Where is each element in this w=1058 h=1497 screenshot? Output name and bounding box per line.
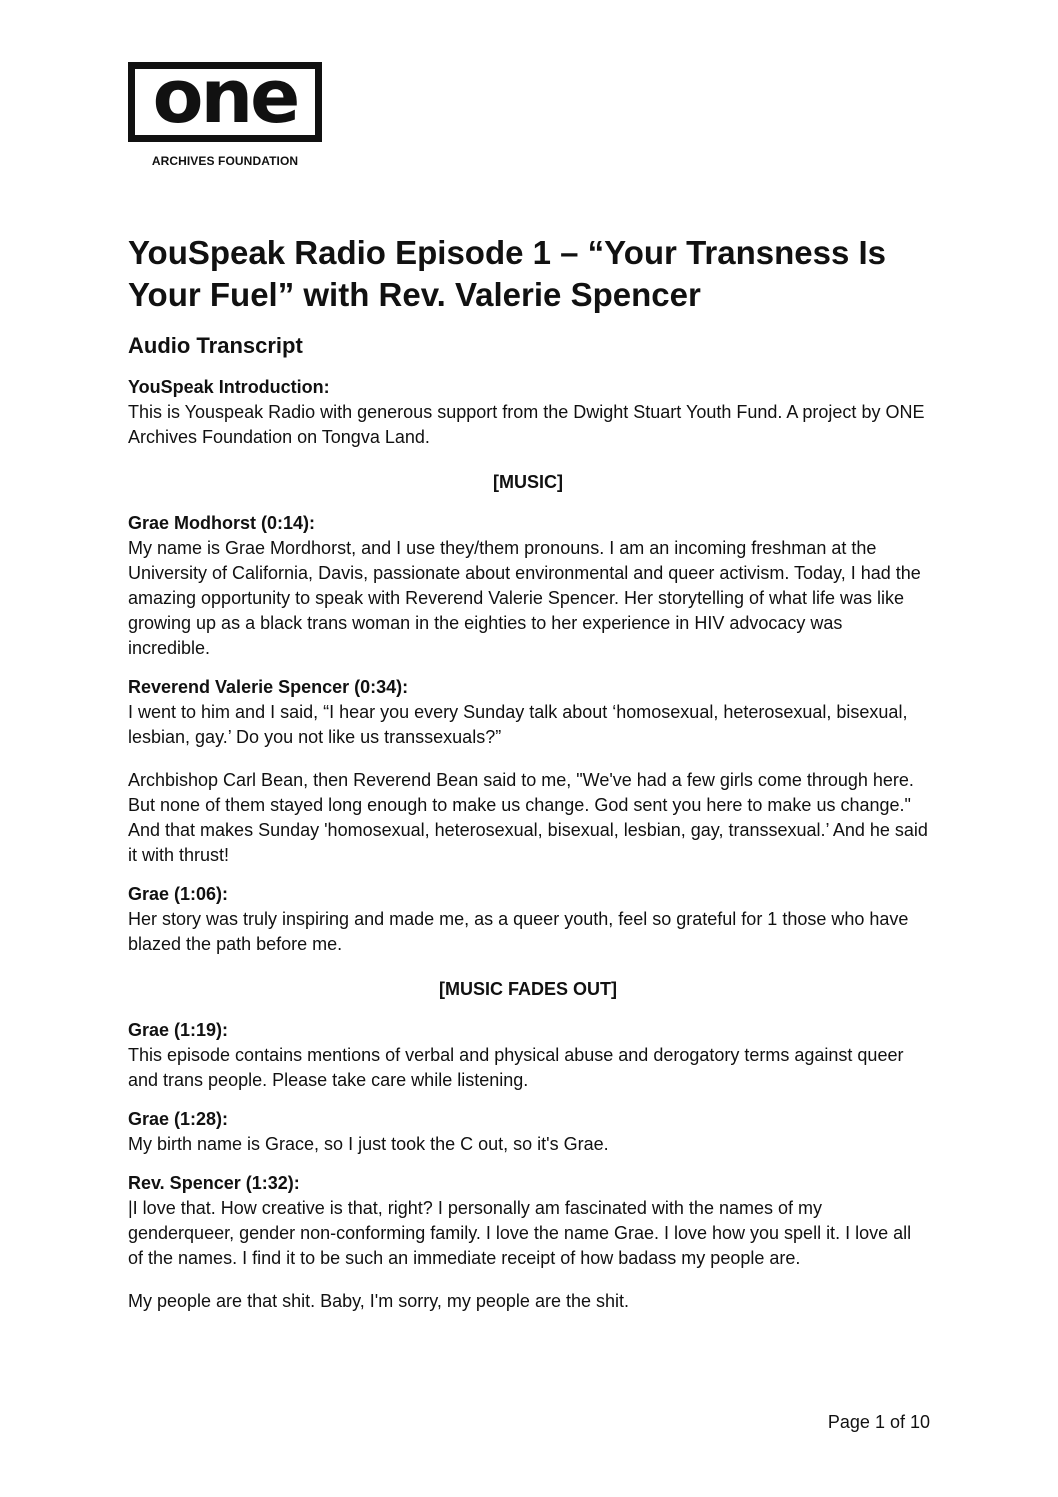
speaker-label: Reverend Valerie Spencer (0:34):: [128, 677, 409, 697]
logo-box: [128, 54, 322, 142]
transcript-paragraph: This is Youspeak Radio with generous support from the Dwight Stuart Youth Fund. A project by ONE Archives Foundation on Tongva Land.: [128, 402, 925, 447]
speaker-label: Rev. Spencer (1:32):: [128, 1173, 300, 1193]
speaker-label: Grae (1:06):: [128, 884, 229, 904]
music-cue: [MUSIC FADES OUT]: [439, 979, 617, 999]
transcript-paragraph: My birth name is Grace, so I just took the C out, so it's Grae.: [128, 1134, 609, 1154]
transcript-paragraph: This episode contains mentions of verbal and physical abuse and derogatory terms against queer and trans people. Please take care while listening.: [128, 1045, 904, 1090]
transcript-section: [128, 675, 928, 868]
speaker-label: YouSpeak Introduction:: [128, 377, 330, 397]
logo-subtitle: ARCHIVES FOUNDATION: [151, 154, 299, 168]
transcript-section: [128, 1018, 928, 1093]
logo-word: one: [152, 54, 298, 140]
transcript-paragraph: |I love that. How creative is that, right? I personally am fascinated with the names of my genderqueer, gender non-conforming family. I love the name Grae. I love how you spell it. I love all of the names. I find it to be such an immediate receipt of how badass my people are.: [128, 1198, 912, 1268]
speaker-label: Grae (1:28):: [128, 1109, 229, 1129]
document-subtitle: Audio Transcript: [128, 333, 303, 358]
page-number: Page 1 of 10: [827, 1412, 930, 1432]
transcript-section: [128, 882, 928, 957]
transcript-paragraph: I went to him and I said, “I hear you every Sunday talk about ‘homosexual, heterosexual, bisexual, lesbian, gay.’ Do you not like us transsexuals?”: [128, 702, 908, 747]
transcript-paragraph: Her story was truly inspiring and made me, as a queer youth, feel so grateful for 1 those who have blazed the path before me.: [128, 909, 909, 954]
document-title: YouSpeak Radio Episode 1 – “Your Transness Is Your Fuel” with Rev. Valerie Spencer: [128, 234, 887, 313]
document-body: [128, 232, 928, 1314]
speaker-label: Grae Modhorst (0:14):: [128, 513, 316, 533]
transcript-section: [128, 511, 928, 661]
speaker-label: Grae (1:19):: [128, 1020, 229, 1040]
music-cue: [MUSIC]: [493, 472, 563, 492]
transcript-section: [128, 1171, 928, 1314]
transcript-section: [128, 1107, 928, 1157]
transcript-paragraph: Archbishop Carl Bean, then Reverend Bean said to me, "We've had a few girls come through here. But none of them stayed long enough to make us change. God sent you here to make us change." And that makes Sunday 'homosexual, heterosexual, bisexual, lesbian, gay, transsexual.’ And he said it with thrust!: [128, 770, 928, 865]
one-archives-logo: [128, 54, 322, 168]
transcript-section: [128, 375, 928, 450]
transcript-paragraph: My name is Grae Mordhorst, and I use they/them pronouns. I am an incoming freshman at the University of California, Davis, passionate about environmental and queer activism. Today, I had the amazing opportunity to speak with Reverend Valerie Spencer. Her storytelling of what life was like growing up as a black trans woman in the eighties to her experience in HIV advocacy was incredible.: [128, 538, 921, 658]
transcript-paragraph: My people are that shit. Baby, I'm sorry, my people are the shit.: [128, 1291, 629, 1311]
